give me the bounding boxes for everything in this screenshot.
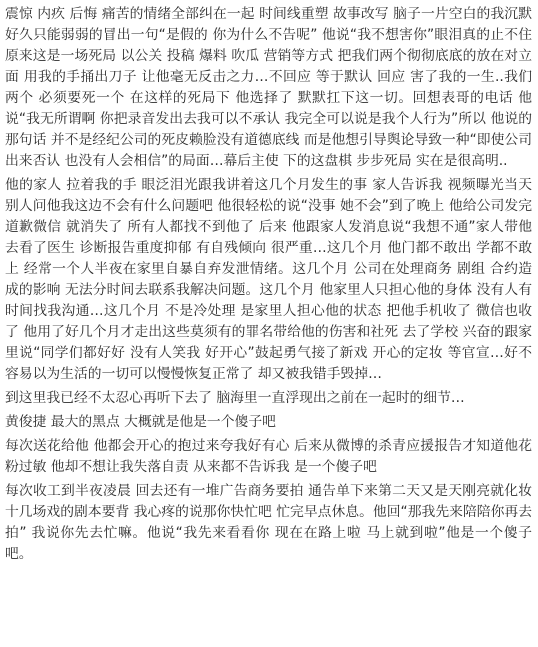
paragraph: 震惊 内疚 后悔 痛苦的情绪全部纠在一起 时间线重塑 故事改写 脑子一片空白的我沉默好久只能弱弱的冒出一句“是假的 你为什么不告呢” 他说“我不想害你”眼泪真的止不住 原来这是一场死局 以公关 投稿 爆料 吹瓜 营销等方式 把我们两个彻彻底底的放在对立面 用我的手捅出刀子 让他毫无反击之力…不回应 等于默认 回应 害了我的一生..我们两个 必须要死一个 在这样的死局下 他选择了 默默扛下这一切。回想表哥的电话 他说“我无所谓啊 你把录音发出去我可以不承认 我完全可以说是我个人行为”所以 他说的那句话 并不是经纪公司的死皮赖脸没有道德底线 而是他想引导舆论导致一种“即使公司出来否认 也没有人会相信”的局面…幕后主使 下的这盘棋 步步死局 实在是很高明.. [5, 6, 532, 169]
paragraph: 到这里我已经不太忍心再听下去了 脑海里一直浮现出之前在一起时的细节… [5, 390, 465, 406]
paragraph: 每次送花给他 他都会开心的抱过来夸我好有心 后来从微博的杀青应援报告才知道他花粉过敏 他却不想让我失落自责 从来都不告诉我 是一个傻子吧 [5, 438, 532, 475]
paragraph: 他的家人 拉着我的手 眼泛泪光跟我讲着这几个月发生的事 家人告诉我 视频曝光当天 别人问他我这边不会有什么问题吧 他很轻松的说“没事 她不会”到了晚上 他给公司发完道歉微信 就消失了 所有人都找不到他了 后来 他跟家人发消息说“我想不通”家人带他去看了医生 诊断报告重度抑郁 有自残倾向 很严重…这几个月 他门都不敢出 学都不敢上 经常一个人半夜在家里自暴自弃发泄情绪。这几个月 公司在处理商务 剧组 合约造成的影响 无法分时间去联系我解决问题。这几个月 他家里人只担心他的身体 没有人有时间找我沟通…这几个月 不是冷处理 是家里人担心他的状态 把他手机收了 微信也收了 他用了好几个月才走出这些莫须有的罪名带给他的伤害和社死 去了学校 兴奋的跟家里说“同学们都好好 没有人笑我 好开心”鼓起勇气接了新戏 开心的定妆 等官宣…好不容易以为生活的一切可以慢慢恢复正常了 却又被我错手毁掉… [5, 177, 532, 382]
paragraph: 黄俊捷 最大的黑点 大概就是他是一个傻子吧 [5, 414, 276, 430]
paragraph: 每次收工到半夜凌晨 回去还有一堆广告商务要拍 通告单下来第二天又是天刚亮就化妆 十几场戏的剧本要背 我心疼的说那你快忙吧 忙完早点休息。他回“那我先来陪陪你再去拍” 我说你先去忙嘛。他说“我先来看看你 现在在路上啦 马上就到啦”他是一个傻子吧。 [5, 483, 532, 562]
